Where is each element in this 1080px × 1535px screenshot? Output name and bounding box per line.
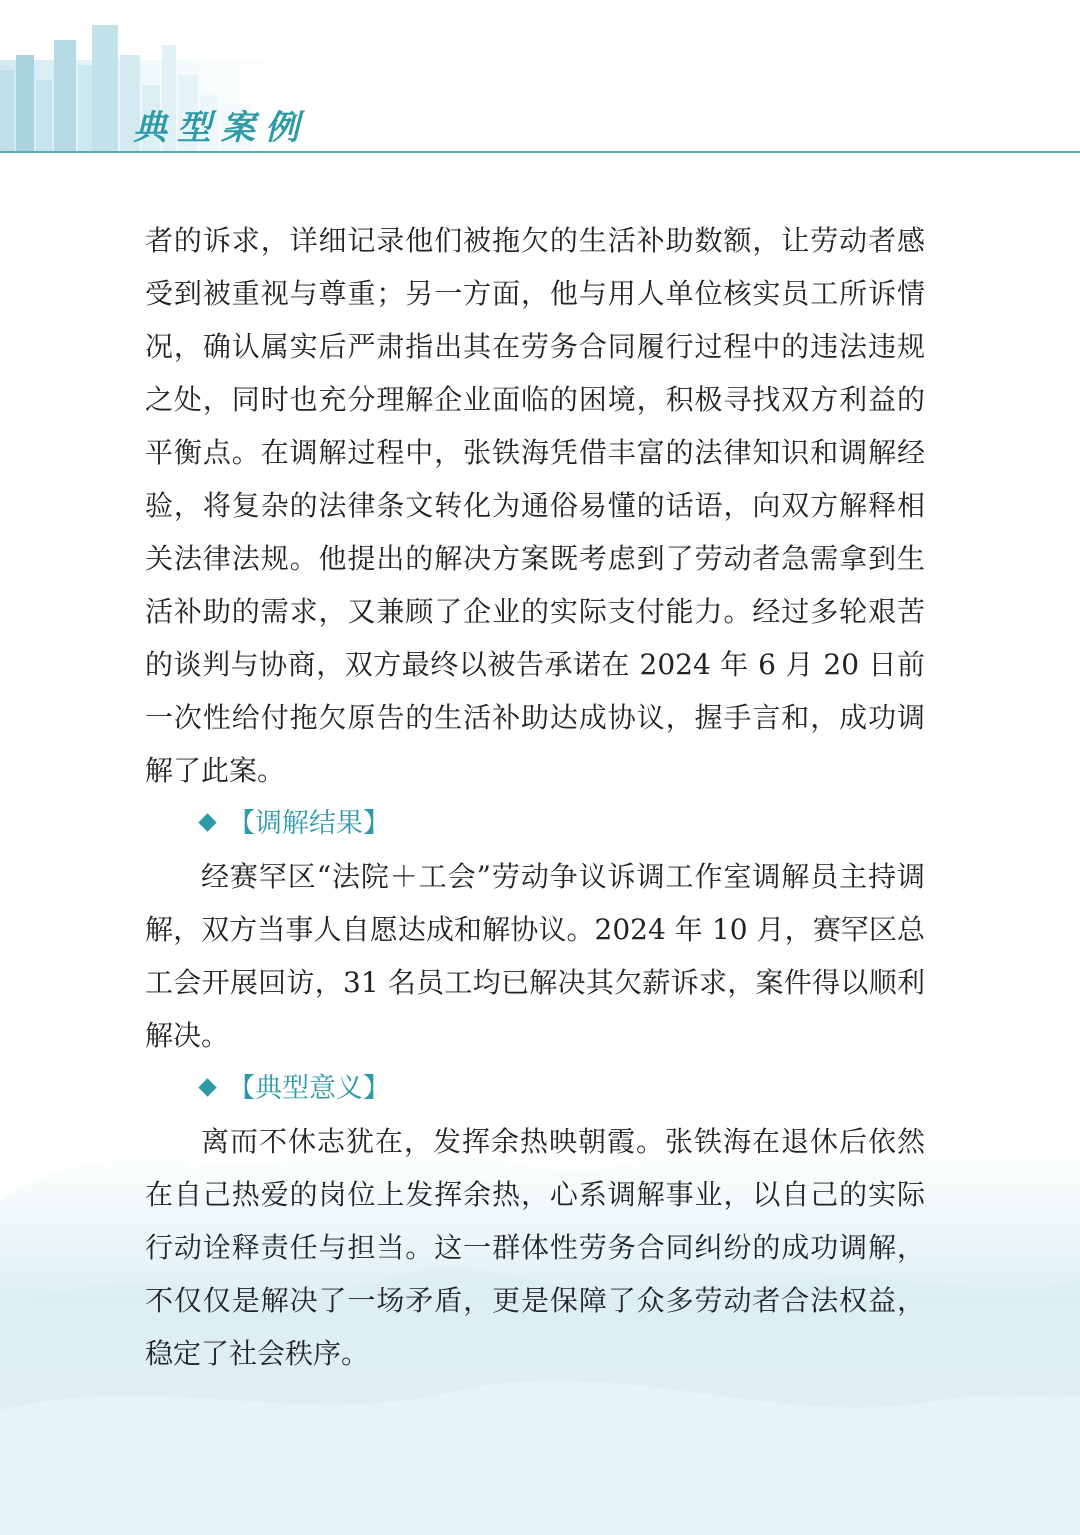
section-heading-significance xyxy=(145,1062,925,1115)
diamond-bullet-icon xyxy=(198,1078,216,1096)
header-divider xyxy=(0,151,1080,153)
paragraph-result: 经赛罕区“法院＋工会”劳动争议诉调工作室调解员主持调解，双方当事人自愿达成和解协议。2024 年 10 月，赛罕区总工会开展回访，31 名员工均已解决其欠薪诉求，案件得以顺利解决。 xyxy=(145,860,925,1052)
section-heading-significance-label: 【典型意义】 xyxy=(228,1073,390,1104)
paragraph-significance: 离而不休志犹在，发挥余热映朝霞。张铁海在退休后依然在自己热爱的岗位上发挥余热，心系调解事业，以自己的实际行动诠释责任与担当。这一群体性劳务合同纠纷的成功调解，不仅仅是解决了一场矛盾，更是保障了众多劳动者合法权益，稳定了社会秩序。 xyxy=(145,1125,925,1370)
diamond-bullet-icon xyxy=(198,813,216,831)
header-title: 典型案例 xyxy=(133,108,309,148)
section-heading-result xyxy=(145,797,925,850)
page-header xyxy=(0,0,1080,160)
section-heading-result-label: 【调解结果】 xyxy=(228,808,390,839)
paragraph-continuation: 者的诉求，详细记录他们被拖欠的生活补助数额，让劳动者感受到被重视与尊重；另一方面，他与用人单位核实员工所诉情况，确认属实后严肃指出其在劳务合同履行过程中的违法违规之处，同时也充分理解企业面临的困境，积极寻找双方利益的平衡点。在调解过程中，张铁海凭借丰富的法律知识和调解经验，将复杂的法律条文转化为通俗易懂的话语，向双方解释相关法律法规。他提出的解决方案既考虑到了劳动者急需拿到生活补助的需求，又兼顾了企业的实际支付能力。经过多轮艰苦的谈判与协商，双方最终以被告承诺在 2024 年 6 月 20 日前一次性给付拖欠原告的生活补助达成协议，握手言和，成功调解了此案。 xyxy=(145,224,925,787)
article-body xyxy=(145,214,925,1380)
